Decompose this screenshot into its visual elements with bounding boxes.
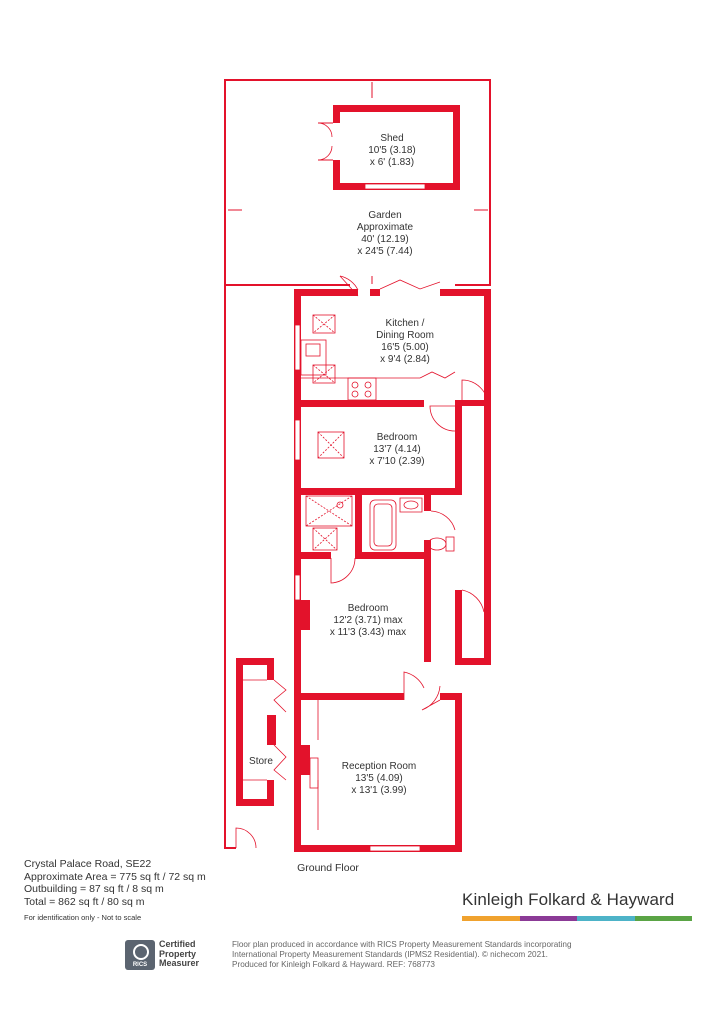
rics-cert-text: Certified Property Measurer: [159, 939, 200, 968]
approx-area: Approximate Area = 775 sq ft / 72 sq m: [24, 870, 206, 883]
address: Crystal Palace Road, SE22: [24, 858, 152, 870]
property-info: [24, 858, 206, 925]
side-passage-boundary: [225, 285, 236, 848]
kitchen-label-1: Kitchen /: [385, 318, 425, 329]
shed-dim1: 10'5 (3.18): [368, 145, 416, 156]
floor-label: Ground Floor: [297, 862, 359, 874]
garden-label: Garden: [368, 210, 402, 221]
brand-bar-green: [635, 916, 693, 921]
disclaimer: [232, 940, 612, 970]
disclaimer-line-2: International Property Measurement Standards (IPMS2 Residential). © nichecom 2021.: [232, 950, 548, 959]
brand-color-bar: [462, 916, 692, 921]
disclaimer-line-1: Floor plan produced in accordance with RICS Property Measurement Standards incorporating: [232, 940, 572, 949]
bedroom1-dim1: 13'7 (4.14): [373, 444, 421, 455]
brand-bar-purple: [520, 916, 578, 921]
shed-dim2: x 6' (1.83): [369, 157, 415, 168]
rics-logo-icon: [125, 940, 155, 970]
kitchen-label-2: Dining Room: [376, 330, 434, 341]
garden-dim-label: Approximate: [356, 222, 414, 233]
shed-label: Shed: [380, 133, 404, 144]
rics-mark-text: RICS: [132, 962, 148, 968]
store-label: Store: [249, 756, 273, 767]
brand-bar-orange: [462, 916, 520, 921]
brand-name: Kinleigh Folkard & Hayward: [462, 890, 675, 909]
bedroom1-label: Bedroom: [376, 432, 418, 443]
brand-bar-teal: [577, 916, 635, 921]
kitchen-dim1: 16'5 (5.00): [381, 342, 429, 353]
bedroom2-dim1: 12'2 (3.71) max: [333, 615, 403, 626]
garden-dim1: 40' (12.19): [361, 234, 409, 245]
disclaimer-line-3: Produced for Kinleigh Folkard & Hayward. REF: 768773: [232, 960, 435, 969]
total-area: Total = 862 sq ft / 80 sq m: [24, 895, 145, 908]
bedroom2-dim2: x 11'3 (3.43) max: [329, 627, 407, 638]
reception-dim1: 13'5 (4.09): [355, 773, 403, 784]
reception-dim2: x 13'1 (3.99): [351, 785, 407, 796]
shed-wall: [333, 105, 460, 112]
kitchen-dim2: x 9'4 (2.84): [380, 354, 430, 365]
reception-label: Reception Room: [341, 761, 417, 772]
outbuilding-area: Outbuilding = 87 sq ft / 8 sq m: [24, 883, 164, 896]
bedroom2-label: Bedroom: [347, 603, 389, 614]
bedroom1-dim2: x 7'10 (2.39): [369, 456, 425, 467]
garden-dim2: x 24'5 (7.44): [357, 246, 413, 257]
house-wall: [294, 289, 301, 852]
rics-badge: [125, 940, 225, 970]
scale-note: For identification only - Not to scale: [24, 913, 142, 923]
